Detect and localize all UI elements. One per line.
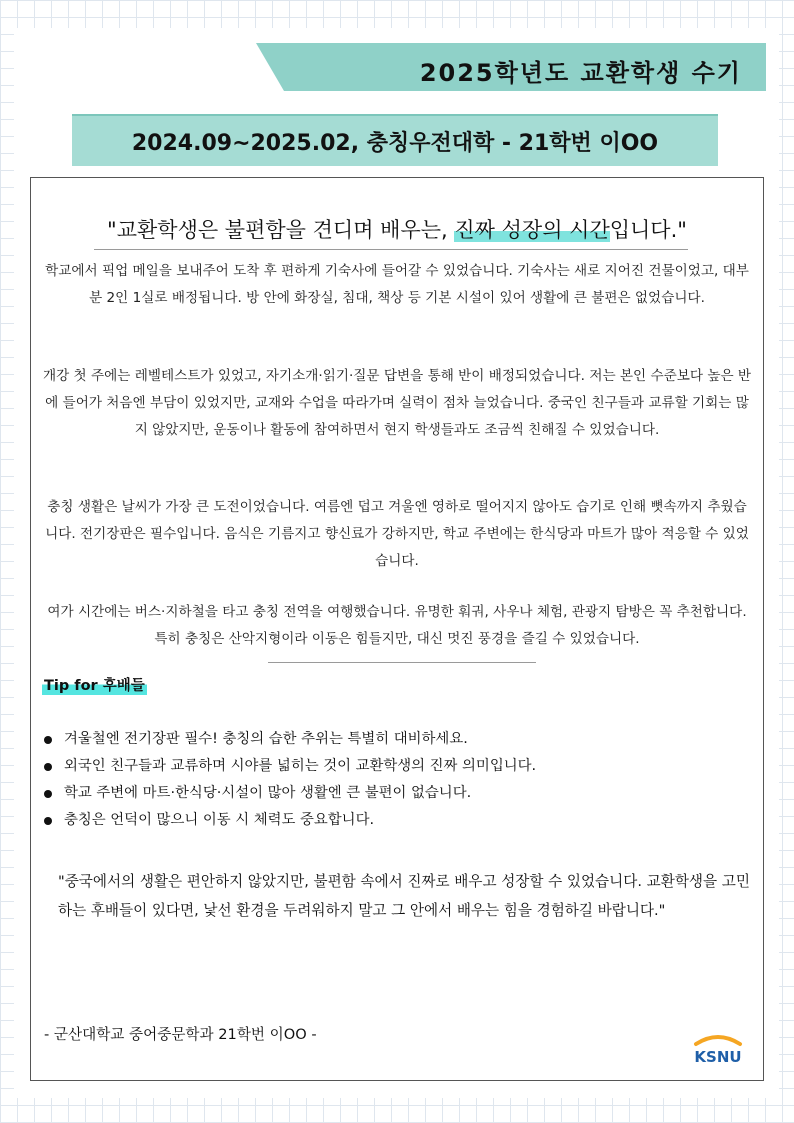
closing-quote: "중국에서의 생활은 편안하지 않았지만, 불편함 속에서 진짜로 배우고 성장할 수 있었습니다. 교환학생을 고민하는 후배들이 있다면, 낯선 환경을 두려워하지 말고 그 안에서 배우는 힘을 경험하길 바랍니다." [58, 873, 750, 919]
bullet-icon [44, 790, 52, 798]
list-item [42, 726, 536, 753]
tips-heading: Tip for 후배들 [42, 674, 147, 695]
headline-quote [0, 214, 794, 244]
author-signoff: - 군산대학교 중어중문학과 21학번 이OO - [44, 1026, 317, 1043]
subtitle: 2024.09~2025.02, 충칭우전대학 - 21학번 이OO [131, 130, 659, 156]
logo-text: KSNU [694, 1048, 742, 1064]
tip-text: 학교 주변에 마트·한식당·시설이 많아 생활엔 큰 불편이 없습니다. [64, 785, 472, 801]
quote-after: 입니다." [609, 218, 687, 242]
header-tab [16, 30, 256, 92]
paragraph-living: 충칭 생활은 날씨가 가장 큰 도전이었습니다. 여름엔 덥고 겨울엔 영하로 떨어지지 않아도 습기로 인해 뼛속까지 추웠습니다. 전기장판은 필수입니다. 음식은 기름지고 향신료가 강하지만, 학교 주변에는 한식당과 마트가 많아 적응할 수 있었습니다. [45, 499, 749, 569]
tip-text: 외국인 친구들과 교류하며 시야를 넓히는 것이 교환학생의 진짜 의미입니다. [64, 758, 537, 774]
subtitle-band [72, 114, 718, 166]
ksnu-logo-icon [690, 1032, 746, 1064]
list-item [42, 753, 536, 780]
bullet-icon [44, 763, 52, 771]
tips-list [42, 726, 536, 834]
paragraph-classes: 개강 첫 주에는 레벨테스트가 있었고, 자기소개·읽기·질문 답변을 통해 반이 배정되었습니다. 저는 본인 수준보다 높은 반에 들어가 처음엔 부담이 있었지만, 교재와 수업을 따라가며 실력이 점차 늘었습니다. 중국인 친구들과 교류할 기회는 많지 않았지만, 운동이나 활동에 참여하면서 현지 학생들과도 조금씩 친해질 수 있었습니다. [42, 368, 752, 438]
logo-arc [696, 1037, 740, 1044]
bullet-icon [44, 817, 52, 825]
tip-text: 충칭은 언덕이 많으니 이동 시 체력도 중요합니다. [64, 812, 375, 828]
list-item [42, 807, 536, 834]
list-item [42, 780, 536, 807]
quote-before: "교환학생은 불편함을 견디며 배우는, [107, 218, 455, 242]
paragraph-leisure: 여가 시간에는 버스·지하철을 타고 충칭 전역을 여행했습니다. 유명한 훠궈, 사우나 체험, 관광지 탐방은 꼭 추천합니다. 특히 충칭은 산악지형이라 이동은 힘들지만, 대신 멋진 풍경을 즐길 수 있었습니다. [47, 604, 747, 647]
bullet-icon [44, 736, 52, 744]
divider [94, 249, 688, 250]
divider [268, 662, 536, 663]
page-title: 2025학년도 교환학생 수기 [419, 59, 742, 87]
quote-highlight: 진짜 성장의 시간 [454, 218, 610, 242]
tip-text: 겨울철엔 전기장판 필수! 충칭의 습한 추위는 특별히 대비하세요. [64, 731, 468, 747]
paragraph-dormitory: 학교에서 픽업 메일을 보내주어 도착 후 편하게 기숙사에 들어갈 수 있었습니다. 기숙사는 새로 지어진 건물이었고, 대부분 2인 1실로 배정됩니다. 방 안에 화장실, 침대, 책상 등 기본 시설이 있어 생활에 큰 불편은 없었습니다. [45, 263, 749, 306]
